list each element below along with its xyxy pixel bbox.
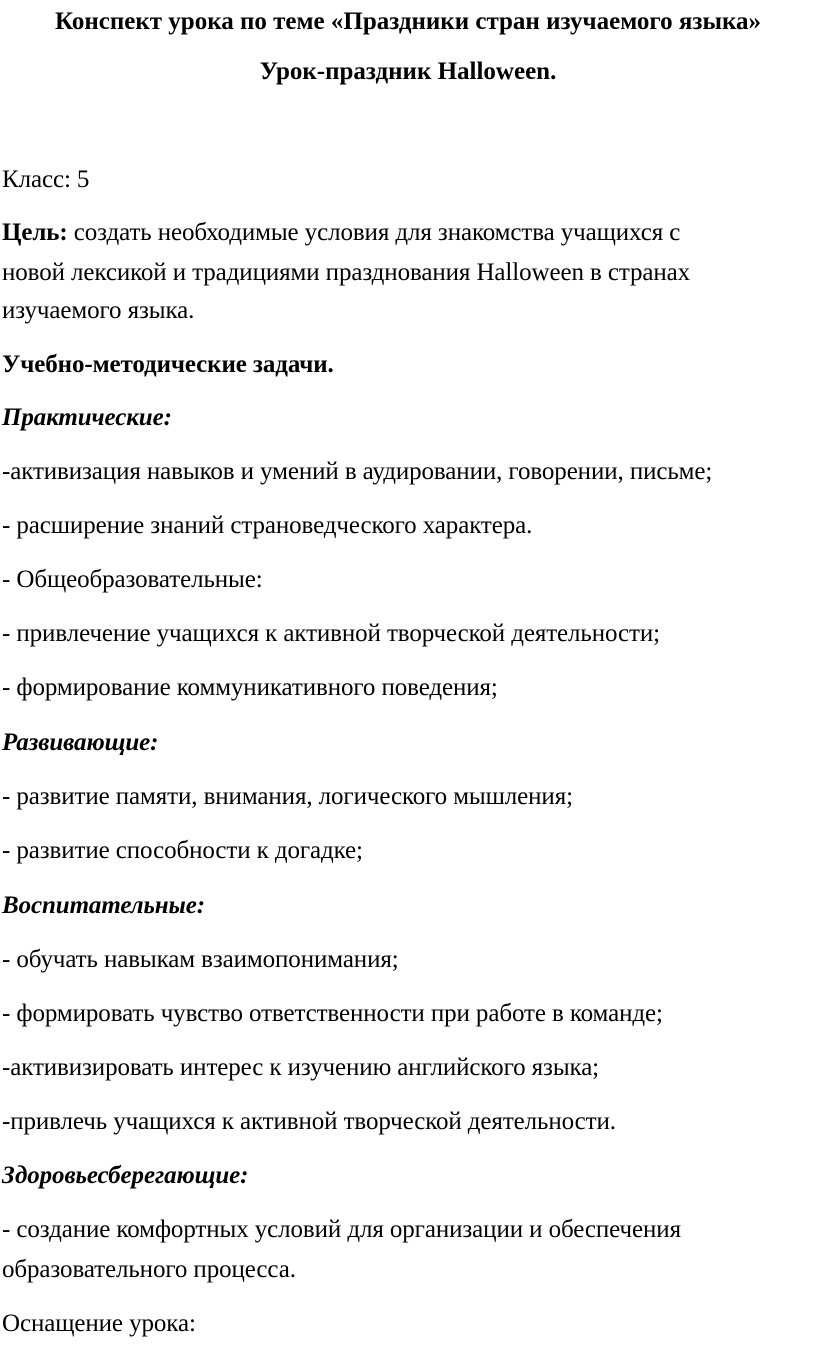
health-item-line-2: образовательного процесса. — [2, 1256, 296, 1283]
tasks-heading: Учебно-методические задачи. — [2, 351, 334, 378]
educational-item: - обучать навыкам взаимопонимания; — [2, 946, 399, 973]
health-heading: Здоровьесберегающие: — [2, 1162, 249, 1189]
educational-item: -активизировать интерес к изучению английского языка; — [2, 1054, 600, 1081]
educational-item: -привлечь учащихся к активной творческой деятельности. — [2, 1108, 616, 1135]
developing-heading: Развивающие: — [2, 729, 159, 756]
practical-item: -активизация навыков и умений в аудировании, говорении, письме; — [2, 458, 713, 485]
developing-item: - развитие способности к догадке; — [2, 837, 363, 864]
educational-item: - формировать чувство ответственности при работе в команде; — [2, 1000, 663, 1027]
educational-heading: Воспитательные: — [2, 892, 206, 919]
document-subtitle: Урок-праздник Halloween. — [259, 58, 557, 85]
practical-item: - формирование коммуникативного поведения; — [2, 674, 498, 701]
grade-line: Класс: 5 — [2, 166, 90, 193]
health-item-line-1: - создание комфортных условий для организации и обеспечения — [2, 1216, 681, 1243]
practical-heading: Практические: — [2, 404, 172, 431]
goal-line-2: новой лексикой и традициями празднования Halloween в странах — [2, 259, 691, 286]
equipment-heading: Оснащение урока: — [2, 1310, 196, 1337]
goal-label: Цель: — [2, 219, 68, 246]
document-title: Конспект урока по теме «Праздники стран изучаемого языка» — [54, 8, 762, 35]
goal-text-1: создать необходимые условия для знакомства учащихся с — [67, 219, 681, 246]
developing-item: - развитие памяти, внимания, логического мышления; — [2, 783, 573, 810]
practical-item: - Общеобразовательные: — [2, 566, 263, 593]
practical-item: - привлечение учащихся к активной творческой деятельности; — [2, 620, 660, 647]
goal-line-3: изучаемого языка. — [2, 297, 195, 324]
goal-line-1 — [2, 213, 680, 253]
practical-item: - расширение знаний страноведческого характера. — [2, 512, 533, 539]
